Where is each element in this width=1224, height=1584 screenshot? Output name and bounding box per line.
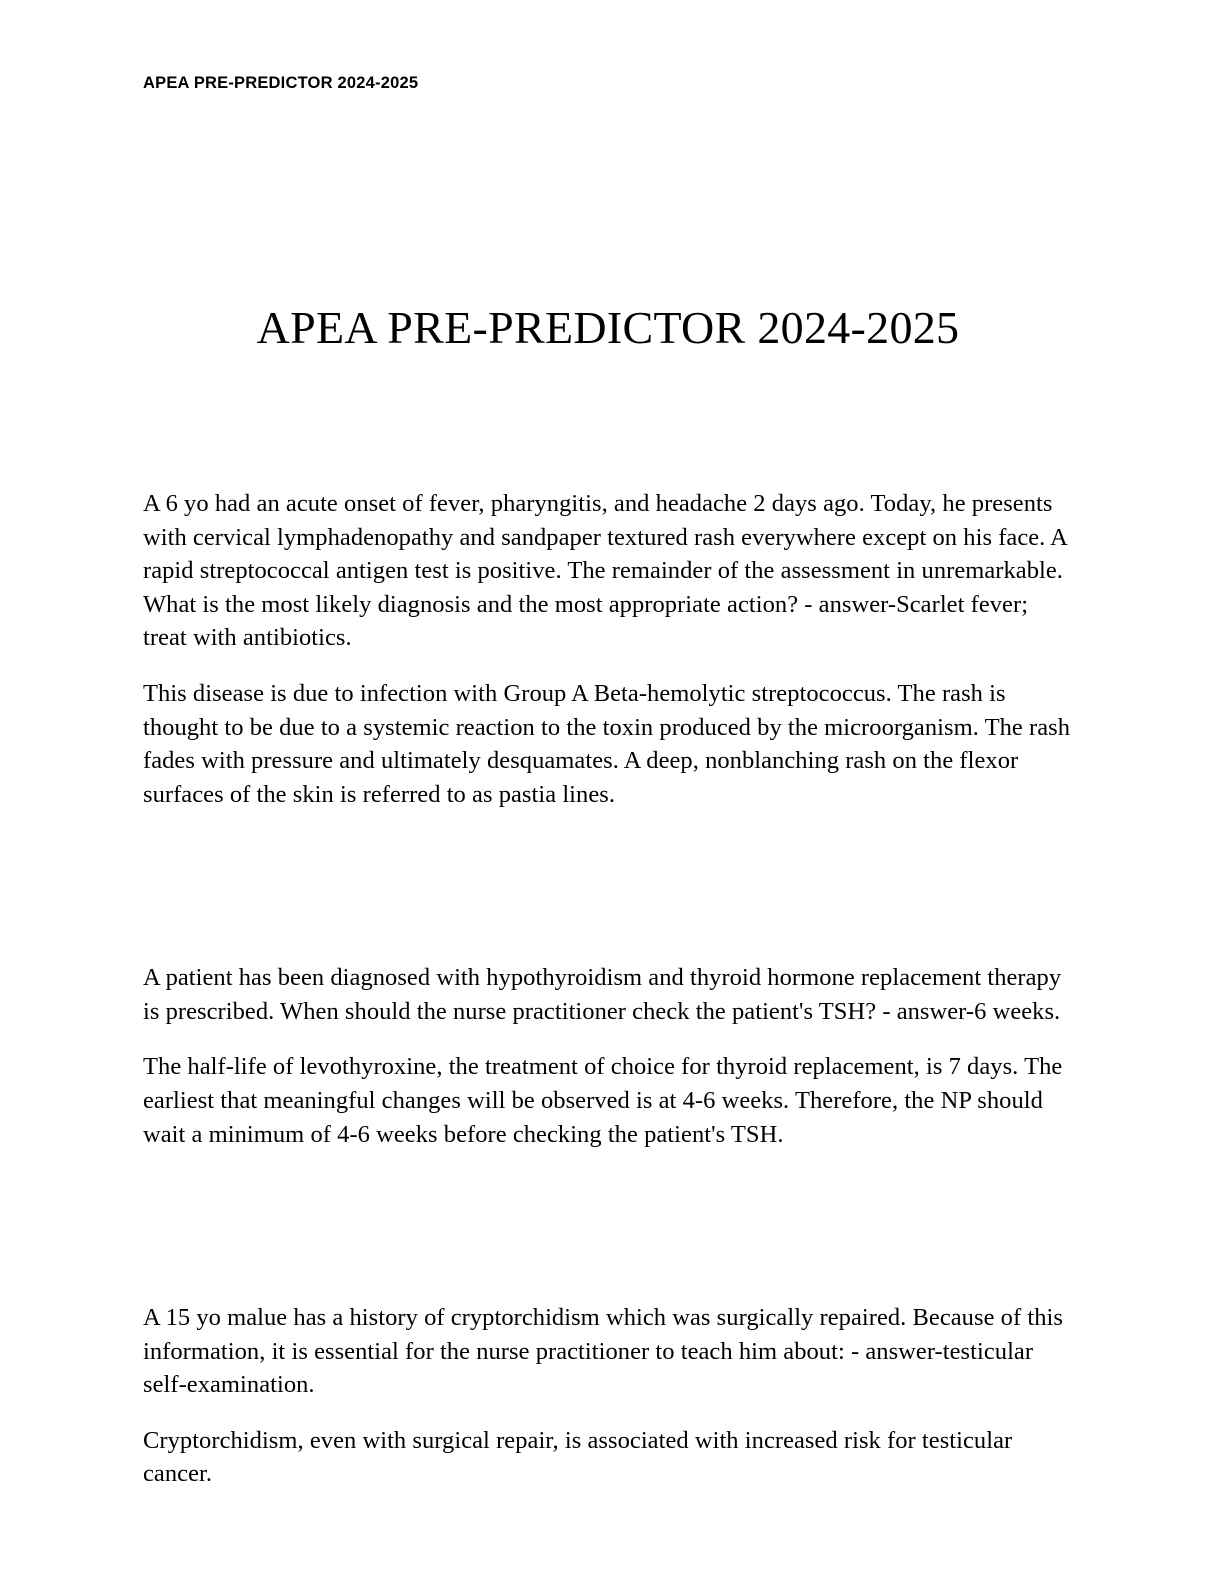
rationale-text: This disease is due to infection with Group A Beta-hemolytic streptococcus. The rash is thought to be due to a systemic reaction to the toxin produced by the microorganism. The rash fades with pressure and ultimately desquamates. A deep, nonblanching rash on the flexor surfaces of the skin is referred to as pastia lines. [143, 680, 1071, 808]
question-text: A patient has been diagnosed with hypothyroidism and thyroid hormone replacement therapy is prescribed. When should the nurse practitioner check the patient's TSH? - answer-6 weeks. [143, 964, 1062, 1025]
rationale-text: Cryptorchidism, even with surgical repair, is associated with increased risk for testicular cancer. [143, 1426, 1013, 1488]
qa-item-2 [143, 961, 1073, 1151]
rationale-text: The half-life of levothyroxine, the treatment of choice for thyroid replacement, is 7 days. The earliest that meaningful changes will be observed is at 4-6 weeks. Therefore, the NP should wait a minimum of 4-6 weeks before checking the patient's TSH. [143, 1053, 1063, 1148]
running-header: APEA PRE-PREDICTOR 2024-2025 [143, 74, 419, 92]
question-text: A 6 yo had an acute onset of fever, pharyngitis, and headache 2 days ago. Today, he presents with cervical lymphadenopathy and sandpaper textured rash everywhere except on his face. A rapid streptococcal antigen test is positive. The remainder of the assessment in unremarkable. What is the most likely diagnosis and the most appropriate action? - answer-Scarlet fever; treat with antibiotics. [143, 490, 1067, 652]
block-spacer-2 [143, 1151, 1073, 1301]
document-body [143, 300, 1073, 1491]
question-text: A 15 yo malue has a history of cryptorchidism which was surgically repaired. Because of this information, it is essential for the nurse practitioner to teach him about: - answer-testicular self-examination. [143, 1304, 1063, 1399]
qa-item-3 [143, 1301, 1073, 1491]
block-spacer-1 [143, 811, 1073, 961]
page-title: APEA PRE-PREDICTOR 2024-2025 [256, 302, 960, 353]
title-spacer [143, 355, 1073, 487]
qa-item-1 [143, 487, 1073, 811]
